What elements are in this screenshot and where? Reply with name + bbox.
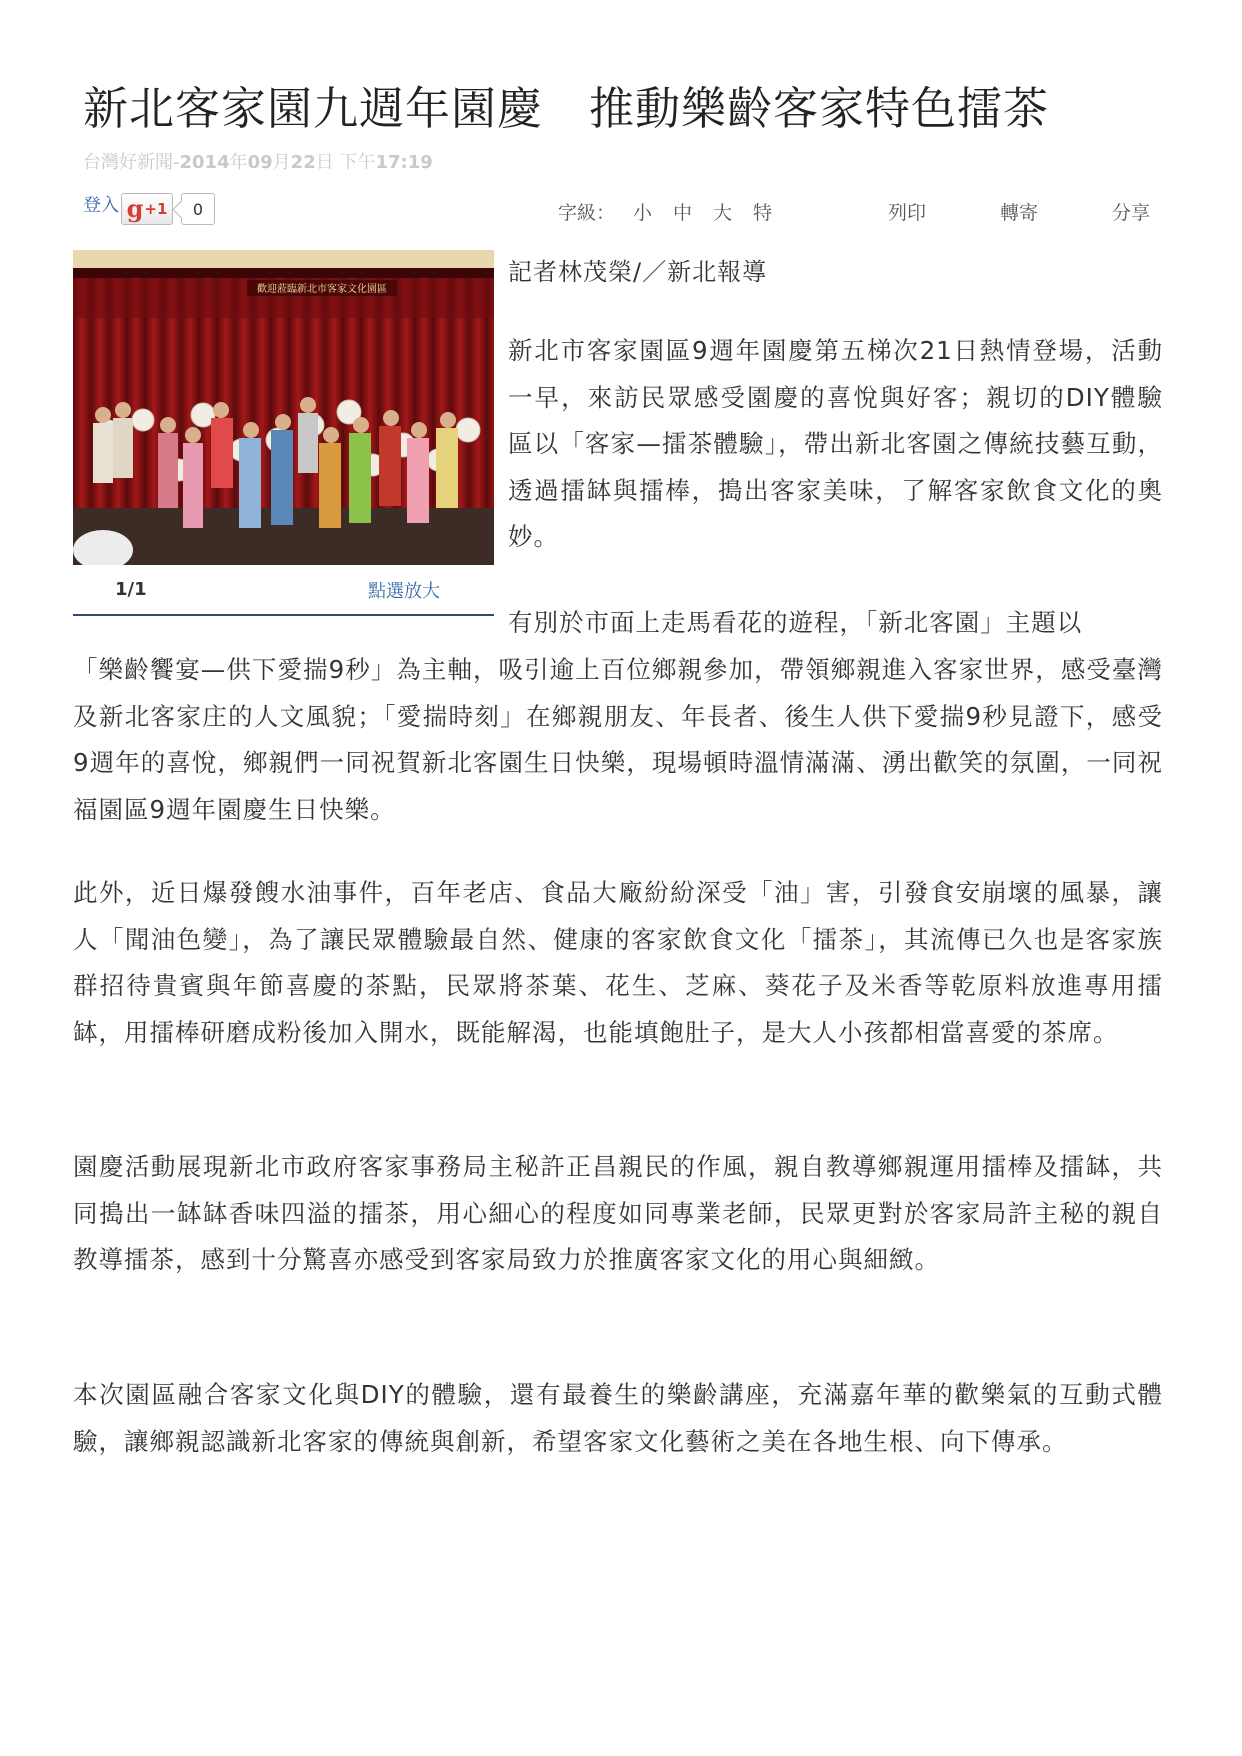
plus-one-count (181, 193, 215, 225)
article-title: 新北客家園九週年園慶 推動樂齡客家特色擂茶 (83, 82, 1050, 135)
event-photo-illustration (73, 250, 494, 565)
date-month-unit: 月 (272, 152, 291, 173)
forward-link[interactable]: 轉寄 (1000, 202, 1039, 224)
photo-index: 1/1 (115, 579, 147, 600)
article-byline (83, 148, 433, 174)
date-year-unit: 年 (229, 152, 248, 173)
font-size-label: 字級： (558, 202, 616, 224)
paragraph-3: 此外，近日爆發餿水油事件，百年老店、食品大廠紛紛深受「油」害，引發食安崩壞的風暴，讓人「聞油色變」，為了讓民眾體驗最自然、健康的客家飲食文化「擂茶」，其流傳已久也是客家族群招待貴賓與年節喜慶的茶點，民眾將茶葉、花生、芝麻、葵花子及米香等乾原料放進專用擂缽，用擂棒研磨成粉後加入開水，既能解渴，也能填飽肚子，是大人小孩都相當喜愛的茶席。 (73, 878, 1163, 1047)
date-month: 09 (247, 152, 273, 173)
time-prefix: 下午 (333, 152, 376, 173)
publish-time: 17:19 (375, 152, 433, 173)
share-link[interactable]: 分享 (1112, 202, 1151, 224)
google-plus-icon: g (126, 194, 144, 223)
paragraph-2-lead: 有別於市面上走馬看花的遊程，「新北客園」主題以 (508, 608, 1083, 637)
reporter-line: 記者林茂榮/／新北報導 (508, 258, 768, 286)
paragraph-5: 本次園區融合客家文化與DIY的體驗，還有最養生的樂齡講座，充滿嘉年華的歡樂氣的互動式體驗，讓鄉親認識新北客家的傳統與創新，希望客家文化藝術之美在各地生根、向下傳承。 (73, 1380, 1163, 1456)
date-year: 2014 (179, 152, 230, 173)
photo-caption (73, 577, 494, 613)
plus-one-label: +1 (144, 200, 168, 218)
print-link[interactable]: 列印 (888, 202, 927, 224)
font-size-large[interactable]: 大 (713, 202, 733, 224)
paragraph-2: 「樂齡饗宴—供下愛揣9秒」為主軸，吸引逾上百位鄉親參加，帶領鄉親進入客家世界，感受臺灣及新北客家庄的人文風貌；「愛揣時刻」在鄉親朋友、年長者、後生人供下愛揣9秒見證下，感受9週年的喜悅，鄉親們一同祝賀新北客園生日快樂，現場頓時溫情滿滿、湧出歡笑的氛圍，一同祝福園區9週年園慶生日快樂。 (73, 655, 1163, 824)
date-day-unit: 日 (315, 152, 334, 173)
banner-text: 歡迎蒞臨新北市客家文化園區 (257, 284, 387, 295)
paragraph-4: 園慶活動展現新北市政府客家事務局主秘許正昌親民的作風，親自教導鄉親運用擂棒及擂缽，共同搗出一缽缽香味四溢的擂茶，用心細心的程度如同專業老師，民眾更對於客家局許主秘的親自教導擂茶，感到十分驚喜亦感受到客家局致力於推廣客家文化的用心與細緻。 (73, 1152, 1163, 1274)
login-link[interactable]: 登入 (83, 195, 119, 216)
font-size-extra[interactable]: 特 (753, 202, 773, 224)
photo-zoom-link[interactable]: 點選放大 (368, 581, 440, 602)
google-plus-button[interactable] (121, 193, 173, 225)
social-toolbar (83, 192, 215, 226)
font-size-medium[interactable]: 中 (673, 202, 693, 224)
date-day: 22 (290, 152, 316, 173)
article-photo[interactable] (73, 250, 494, 565)
paragraph-1: 新北市客家園區9週年園慶第五梯次21日熱情登場，活動一早，來訪民眾感受園慶的喜悅與好客；親切的DIY體驗區以「客家—擂茶體驗」，帶出新北客園之傳統技藝互動，透過擂缽與擂棒，搗出客家美味，了解客家飲食文化的奧妙。 (508, 336, 1163, 551)
source-name: 台灣好新聞- (83, 152, 180, 173)
plus-one-count-value: 0 (192, 199, 204, 219)
font-size-small[interactable]: 小 (633, 202, 653, 224)
photo-divider (73, 614, 494, 616)
